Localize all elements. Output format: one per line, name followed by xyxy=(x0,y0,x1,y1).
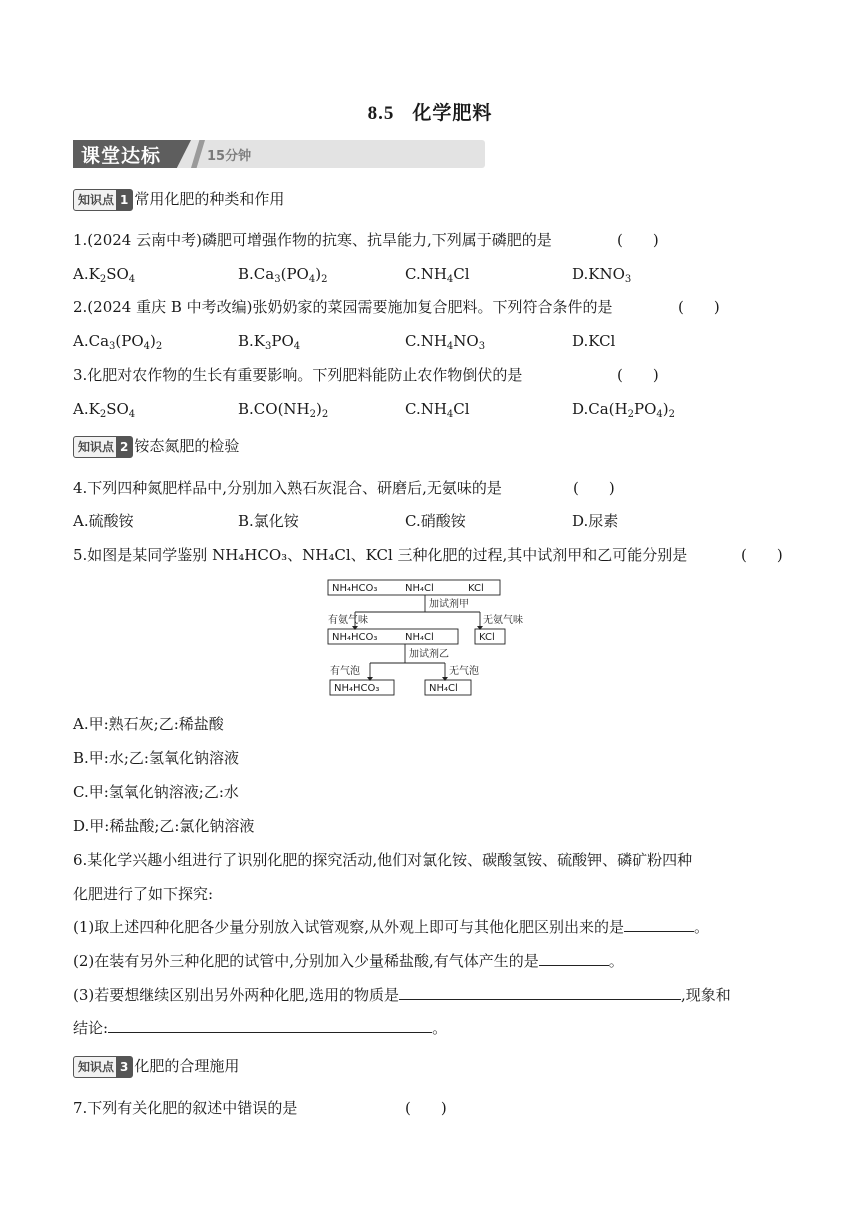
option-d: D.KCl xyxy=(572,332,616,350)
option-a: $A.K_2SO_4$ xyxy=(73,265,136,285)
flow-bottom-1: NH₄HCO₃ xyxy=(334,683,380,694)
section-number: 8.5 xyxy=(367,103,395,124)
knowledge-point-1 xyxy=(73,188,284,211)
flow-left-2: 有气泡 xyxy=(330,666,360,677)
option-c: C.硝酸铵 xyxy=(405,512,466,530)
option-a: A.甲:熟石灰;乙:稀盐酸 xyxy=(73,715,224,733)
banner-label: 课堂达标 xyxy=(81,145,162,167)
banner-time: 15分钟 xyxy=(207,149,252,164)
option-d: $D.KNO_3$ xyxy=(572,265,632,285)
option-c: $C.NH_4Cl$ xyxy=(405,265,470,285)
question-2-stem: 2.(2024 重庆 B 中考改编)张奶奶家的菜园需要施加复合肥料。下列符合条件的是 xyxy=(73,298,613,316)
option-b: B.甲:水;乙:氢氧化钠溶液 xyxy=(73,749,239,767)
knowledge-point-2 xyxy=(73,435,239,458)
flow-step-2: 加试剂乙 xyxy=(409,649,449,660)
question-1-stem: 1.(2024 云南中考)磷肥可增强作物的抗寒、抗旱能力,下列属于磷肥的是 xyxy=(73,231,552,249)
flow-bottom-2: NH₄Cl xyxy=(429,683,458,694)
option-a: A.硫酸铵 xyxy=(73,512,134,530)
knowledge-badge: 知识点 1 xyxy=(73,189,133,211)
section-title: 化学肥料 xyxy=(412,102,493,124)
question-6-part-3: (3)若要想继续区别出另外两种化肥,选用的物质是 ,现象和 xyxy=(73,986,731,1004)
question-4-stem: 4.下列四种氮肥样品中,分别加入熟石灰混合、研磨后,无氨味的是 xyxy=(73,479,502,497)
answer-paren: ( ) xyxy=(617,366,659,384)
answer-paren: ( ) xyxy=(617,231,659,249)
flow-right-1: 无氨气味 xyxy=(483,615,523,626)
option-a: $A.Ca_3(PO_4)_2$ xyxy=(73,332,163,352)
option-b: B.氯化铵 xyxy=(238,512,299,530)
flow-step-1: 加试剂甲 xyxy=(429,599,469,610)
option-b: $B.Ca_3(PO_4)_2$ xyxy=(238,265,328,285)
flow-top-2: NH₄Cl xyxy=(405,583,434,594)
answer-blank[interactable] xyxy=(539,951,609,966)
flow-right-2: 无气泡 xyxy=(449,666,479,677)
question-5-stem: 5.如图是某同学鉴别 NH₄HCO₃、NH₄Cl、KCl 三种化肥的过程,其中试剂甲和乙可能分别是 xyxy=(73,546,688,564)
option-c: C.甲:氢氧化钠溶液;乙:水 xyxy=(73,783,239,801)
answer-blank[interactable] xyxy=(399,985,681,1000)
option-b: $B.K_3PO_4$ xyxy=(238,332,301,352)
flowchart-svg xyxy=(325,577,545,699)
question-6-part-3-cont: 结论: 。 xyxy=(73,1019,448,1037)
page-title xyxy=(0,98,860,125)
answer-blank[interactable] xyxy=(624,917,694,932)
knowledge-badge: 知识点 3 xyxy=(73,1056,133,1078)
answer-blank[interactable] xyxy=(108,1018,432,1033)
flow-kcl: KCl xyxy=(479,632,495,643)
question-6-part-1: (1)取上述四种化肥各少量分别放入试管观察,从外观上即可与其他化肥区别出来的是 。 xyxy=(73,918,710,936)
answer-paren: ( ) xyxy=(678,298,720,316)
option-d: D.尿素 xyxy=(572,512,619,530)
knowledge-point-3 xyxy=(73,1055,239,1078)
knowledge-badge: 知识点 2 xyxy=(73,436,133,458)
answer-paren: ( ) xyxy=(405,1099,447,1117)
answer-paren: ( ) xyxy=(741,546,783,564)
answer-paren: ( ) xyxy=(573,479,615,497)
flow-mid-2: NH₄Cl xyxy=(405,632,434,643)
identification-flowchart xyxy=(325,577,545,699)
section-banner xyxy=(73,140,485,168)
option-c: $C.NH_4NO_3$ xyxy=(405,332,486,352)
flow-top-3: KCl xyxy=(468,583,484,594)
knowledge-point-title: 化肥的合理施用 xyxy=(134,1057,240,1075)
flow-left-1: 有氨气味 xyxy=(328,615,368,626)
option-d: D.甲:稀盐酸;乙:氯化钠溶液 xyxy=(73,817,255,835)
question-6-intro-cont: 化肥进行了如下探究: xyxy=(73,885,214,903)
option-d: $D.Ca(H_2PO_4)_2$ xyxy=(572,400,675,420)
flow-mid-1: NH₄HCO₃ xyxy=(332,632,378,643)
question-7-stem: 7.下列有关化肥的叙述中错误的是 xyxy=(73,1099,298,1117)
knowledge-point-title: 铵态氮肥的检验 xyxy=(134,437,240,455)
knowledge-point-title: 常用化肥的种类和作用 xyxy=(134,190,285,208)
option-a: $A.K_2SO_4$ xyxy=(73,400,136,420)
option-b: $B.CO(NH_2)_2$ xyxy=(238,400,329,420)
flow-top-1: NH₄HCO₃ xyxy=(332,583,378,594)
question-6-part-2: (2)在装有另外三种化肥的试管中,分别加入少量稀盐酸,有气体产生的是 。 xyxy=(73,952,624,970)
option-c: $C.NH_4Cl$ xyxy=(405,400,470,420)
question-6-intro: 6.某化学兴趣小组进行了识别化肥的探究活动,他们对氯化铵、碳酸氢铵、硫酸钾、磷矿粉四种 xyxy=(73,851,693,869)
question-3-stem: 3.化肥对农作物的生长有重要影响。下列肥料能防止农作物倒伏的是 xyxy=(73,366,523,384)
